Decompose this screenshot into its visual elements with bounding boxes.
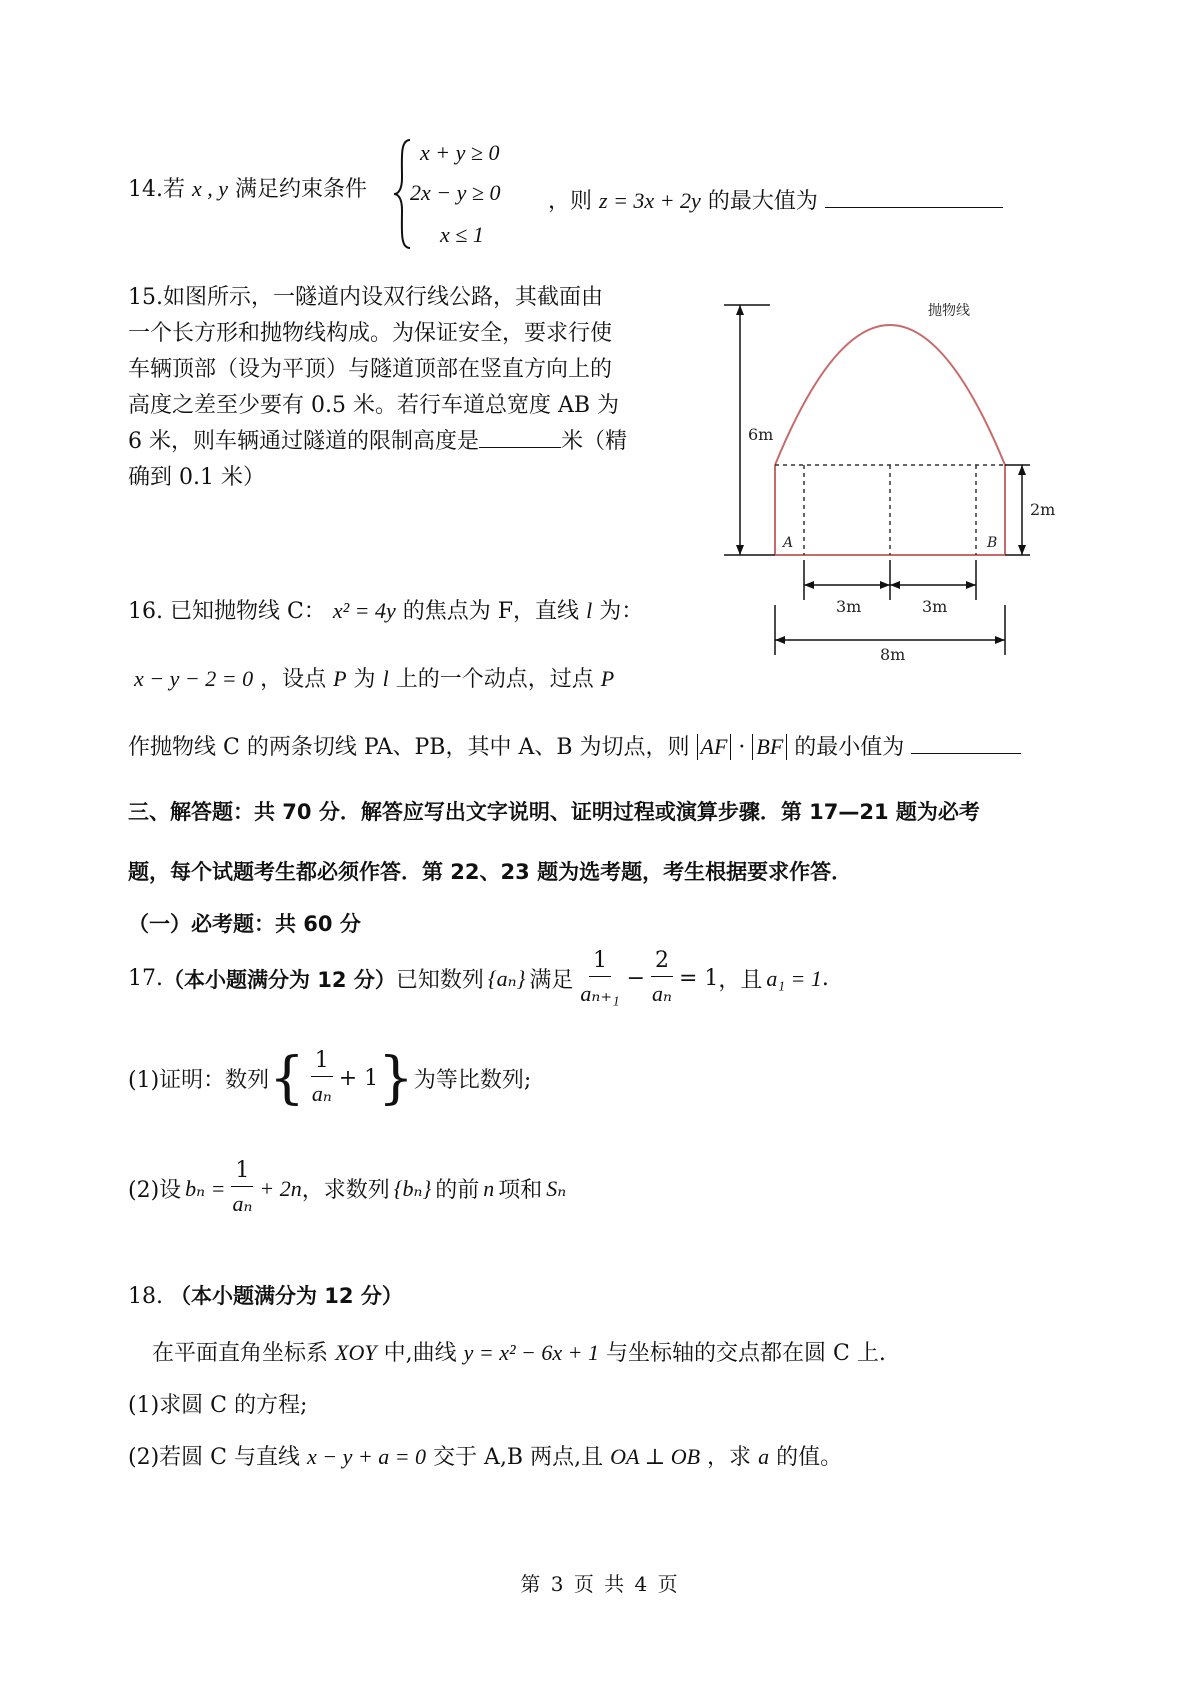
label-3m-right: 3m [922, 597, 948, 616]
q15-line-6: 确到 0.1 米） [128, 465, 265, 490]
q17-p2-frac [228, 1156, 256, 1221]
label-point-a: A [783, 535, 794, 551]
q17-p1-brace-right: } [378, 1045, 414, 1111]
section3-line-2: 题，每个试题考生都必须作答．第 22、23 题为选考题，考生根据要求作答． [128, 860, 853, 884]
q17-stem [128, 946, 829, 1011]
q17-p2-frac-num: 1 [231, 1156, 253, 1187]
q17-eq: = 1 [678, 966, 719, 991]
q14-constraint-2: 2x − y ≥ 0 [410, 180, 501, 205]
q14-vars: x , y [192, 176, 229, 201]
q16-abs-af: AF [697, 734, 732, 760]
q18-stem [152, 1336, 886, 1367]
q16-l1c: 为： [599, 599, 644, 624]
q18-p2c: ，求 [707, 1445, 752, 1470]
q17-p2d: 项和 [498, 1178, 543, 1203]
q17-p2-frac-den: aₙ [232, 1191, 253, 1216]
q17-p2c: 的前 [435, 1178, 480, 1203]
q17-p2-n: n [483, 1175, 495, 1201]
q18-stem-c: 与坐标轴的交点都在圆 C 上. [606, 1341, 886, 1366]
q15-answer-blank[interactable] [479, 425, 561, 448]
q18-stem-a: 在平面直角坐标系 [152, 1341, 329, 1366]
q16-answer-blank[interactable] [911, 731, 1021, 754]
section3-line-1: 三、解答题：共 70 分．解答应写出文字说明、证明过程或演算步骤．第 17—21 题为必考 [128, 800, 980, 824]
q15-text [128, 280, 668, 496]
q14-suffix: 的最大值为 [707, 189, 818, 214]
q17-frac-1-den: aₙ₊₁ [580, 981, 620, 1006]
q16-l3b: 的最小值为 [794, 735, 905, 760]
q18-p2a: (2)若圆 C 与直线 [128, 1445, 300, 1470]
q16-line-eq: x − y − 2 = 0 [134, 666, 254, 691]
q16-point-p-2: P [600, 666, 615, 691]
q17-p1-plus: + 1 [338, 1066, 379, 1091]
label-6m: 6m [748, 425, 774, 444]
q16-line-l: l [586, 598, 593, 623]
q17-p2-seq: {bₙ} [393, 1175, 432, 1201]
q14-answer-blank[interactable] [825, 185, 1003, 208]
q18-part-2 [128, 1440, 842, 1471]
q18-p2b: 交于 A,B 两点,且 [433, 1445, 604, 1470]
q17-frac-1-num: 1 [589, 946, 611, 977]
tunnel-figure [700, 285, 1080, 695]
q14-number-text: 14.若 [128, 177, 185, 202]
q14-tail [548, 184, 1003, 215]
parabola-curve [775, 325, 1005, 465]
q16-l2b: 为 [353, 667, 376, 692]
page-footer: 第 3 页 共 4 页 [520, 1572, 680, 1596]
q17-p1-frac-den: aₙ [311, 1081, 332, 1106]
q17-p1-frac [308, 1046, 336, 1111]
q16-l1b: 的焦点为 F，直线 [402, 599, 580, 624]
q14-expr: z = 3x + 2y [599, 188, 701, 213]
q18-stem-b: 中,曲线 [383, 1341, 457, 1366]
q17-minus: − [626, 966, 646, 991]
q15-line-3: 车辆顶部（设为平顶）与隧道顶部在竖直方向上的 [128, 357, 613, 382]
q18-p2d: 的值。 [776, 1445, 843, 1470]
q17-part-2 [128, 1156, 566, 1221]
q15-line-4: 高度之差至少要有 0.5 米。若行车道总宽度 AB 为 [128, 393, 620, 418]
q14-sep: ，则 [548, 189, 593, 214]
q18-var-a: a [758, 1444, 770, 1469]
q17-p2a: (2)设 [128, 1178, 182, 1203]
q17-text1: 已知数列 [395, 968, 484, 993]
q14-constraint-3: x ≤ 1 [440, 222, 484, 247]
q18-number: 18. [128, 1284, 163, 1309]
q16-l2c: 上的一个动点，过点 [395, 667, 594, 692]
q18-perp: OA ⊥ OB [610, 1444, 701, 1469]
q17-p2b: ，求数列 [301, 1178, 390, 1203]
q15-line-5b: 米（精 [561, 429, 628, 454]
q16-line-3 [128, 730, 1021, 761]
q16-line-1 [128, 594, 643, 625]
q18-heading [128, 1280, 403, 1310]
q15-line-5 [128, 424, 668, 460]
q17-p2-plus: + 2n [259, 1175, 302, 1201]
q16-point-p: P [333, 666, 347, 691]
q17-number: 17. [128, 966, 163, 991]
q17-init: a₁ = 1 [766, 965, 822, 991]
q18-line-eq: x − y + a = 0 [306, 1444, 427, 1469]
q17-p1a: (1)证明：数列 [128, 1068, 270, 1093]
q16-line-2 [134, 662, 614, 693]
q17-text3: ，且 [718, 968, 763, 993]
q18-part-1: (1)求圆 C 的方程; [128, 1393, 308, 1418]
q15-line-1: 15.如图所示，一隧道内设双行线公路，其截面由 [128, 285, 603, 310]
q14-cond-text: 满足约束条件 [235, 177, 368, 202]
q14-prefix [128, 172, 367, 203]
q17-frac-1 [576, 946, 623, 1011]
label-2m: 2m [1030, 500, 1056, 519]
q17-p1b: 为等比数列; [413, 1068, 532, 1093]
label-8m: 8m [880, 645, 906, 664]
label-point-b: B [987, 535, 998, 551]
q15-line-5a: 6 米，则车辆通过隧道的限制高度是 [128, 429, 479, 454]
q17-text2: 满足 [529, 968, 574, 993]
q18-xoy: XOY [335, 1340, 377, 1365]
q17-part-1 [128, 1046, 531, 1111]
q17-end: . [821, 966, 829, 991]
q17-p2-s: Sₙ [546, 1175, 567, 1201]
q17-p1-brace-left: { [269, 1045, 305, 1111]
q16-l2a: ，设点 [260, 667, 327, 692]
q16-l1a: 16. 已知抛物线 C： [128, 599, 326, 624]
q16-dot: · [738, 735, 746, 760]
q17-score: （本小题满分为 12 分） [163, 967, 396, 992]
q16-l3a: 作抛物线 C 的两条切线 PA、PB，其中 A、B 为切点，则 [128, 735, 690, 760]
q17-p2-bn: bₙ = [185, 1175, 226, 1201]
q17-frac-2-den: aₙ [652, 981, 672, 1006]
q17-p1-frac-num: 1 [311, 1046, 333, 1077]
section3-subheading: （一）必考题：共 60 分 [128, 912, 361, 936]
q17-frac-2-num: 2 [651, 946, 673, 977]
q16-line-l-2: l [382, 666, 389, 691]
q18-curve-eq: y = x² − 6x + 1 [463, 1340, 600, 1365]
q18-score: （本小题满分为 12 分） [170, 1284, 403, 1308]
parabola-label: 抛物线 [928, 303, 970, 319]
q15-line-2: 一个长方形和抛物线构成。为保证安全，要求行使 [128, 321, 613, 346]
q16-parabola-eq: x² = 4y [332, 598, 396, 623]
q17-seq: {aₙ} [487, 965, 526, 991]
label-3m-left: 3m [836, 597, 862, 616]
q16-abs-bf: BF [752, 734, 787, 760]
q14-constraint-1: x + y ≥ 0 [420, 140, 500, 165]
q17-frac-2 [648, 946, 676, 1011]
